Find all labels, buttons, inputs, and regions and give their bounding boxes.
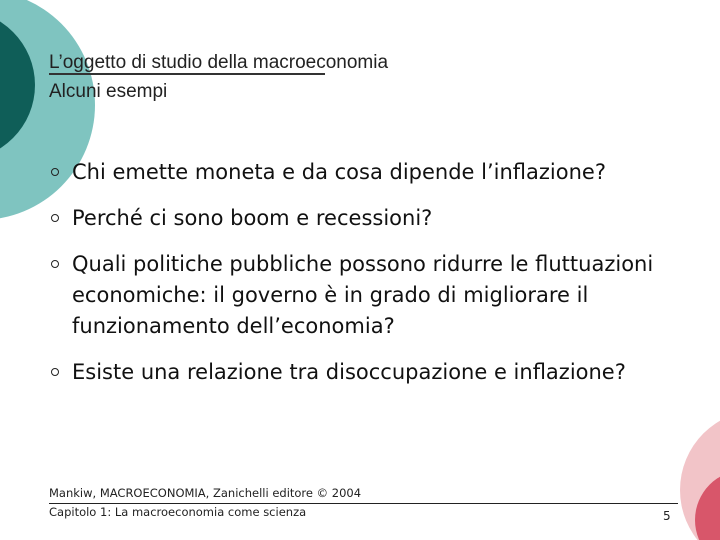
title-underline <box>49 73 325 75</box>
slide-title <box>49 48 388 106</box>
footer-divider <box>49 503 678 504</box>
bullet-circle-icon <box>51 260 59 268</box>
bullet-item <box>48 157 678 188</box>
page-number: 5 <box>663 509 671 523</box>
bullet-item <box>48 203 678 234</box>
bottom-right-circles-decoration <box>680 410 720 540</box>
bullet-item <box>48 249 678 342</box>
bullet-text: Quali politiche pubbliche possono ridurre le fluttuazioni economiche: il governo è in grado di migliorare il funzionamento dell’economia? <box>72 252 654 338</box>
footer-credit: Mankiw, MACROECONOMIA, Zanichelli editore © 2004 <box>49 486 362 500</box>
title-main: L’oggetto di studio della macroeconomia <box>49 52 389 73</box>
bullet-list <box>48 157 678 403</box>
bullet-text: Perché ci sono boom e recessioni? <box>72 206 433 230</box>
bullet-circle-icon <box>51 168 59 176</box>
bullet-text: Esiste una relazione tra disoccupazione e inflazione? <box>72 360 626 384</box>
bullet-circle-icon <box>51 214 59 222</box>
title-subtitle: Alcuni esempi <box>49 81 168 102</box>
bullet-text: Chi emette moneta e da cosa dipende l’inflazione? <box>72 160 606 184</box>
footer-chapter: Capitolo 1: La macroeconomia come scienza <box>49 505 307 519</box>
bullet-item <box>48 357 678 388</box>
bullet-circle-icon <box>51 368 59 376</box>
